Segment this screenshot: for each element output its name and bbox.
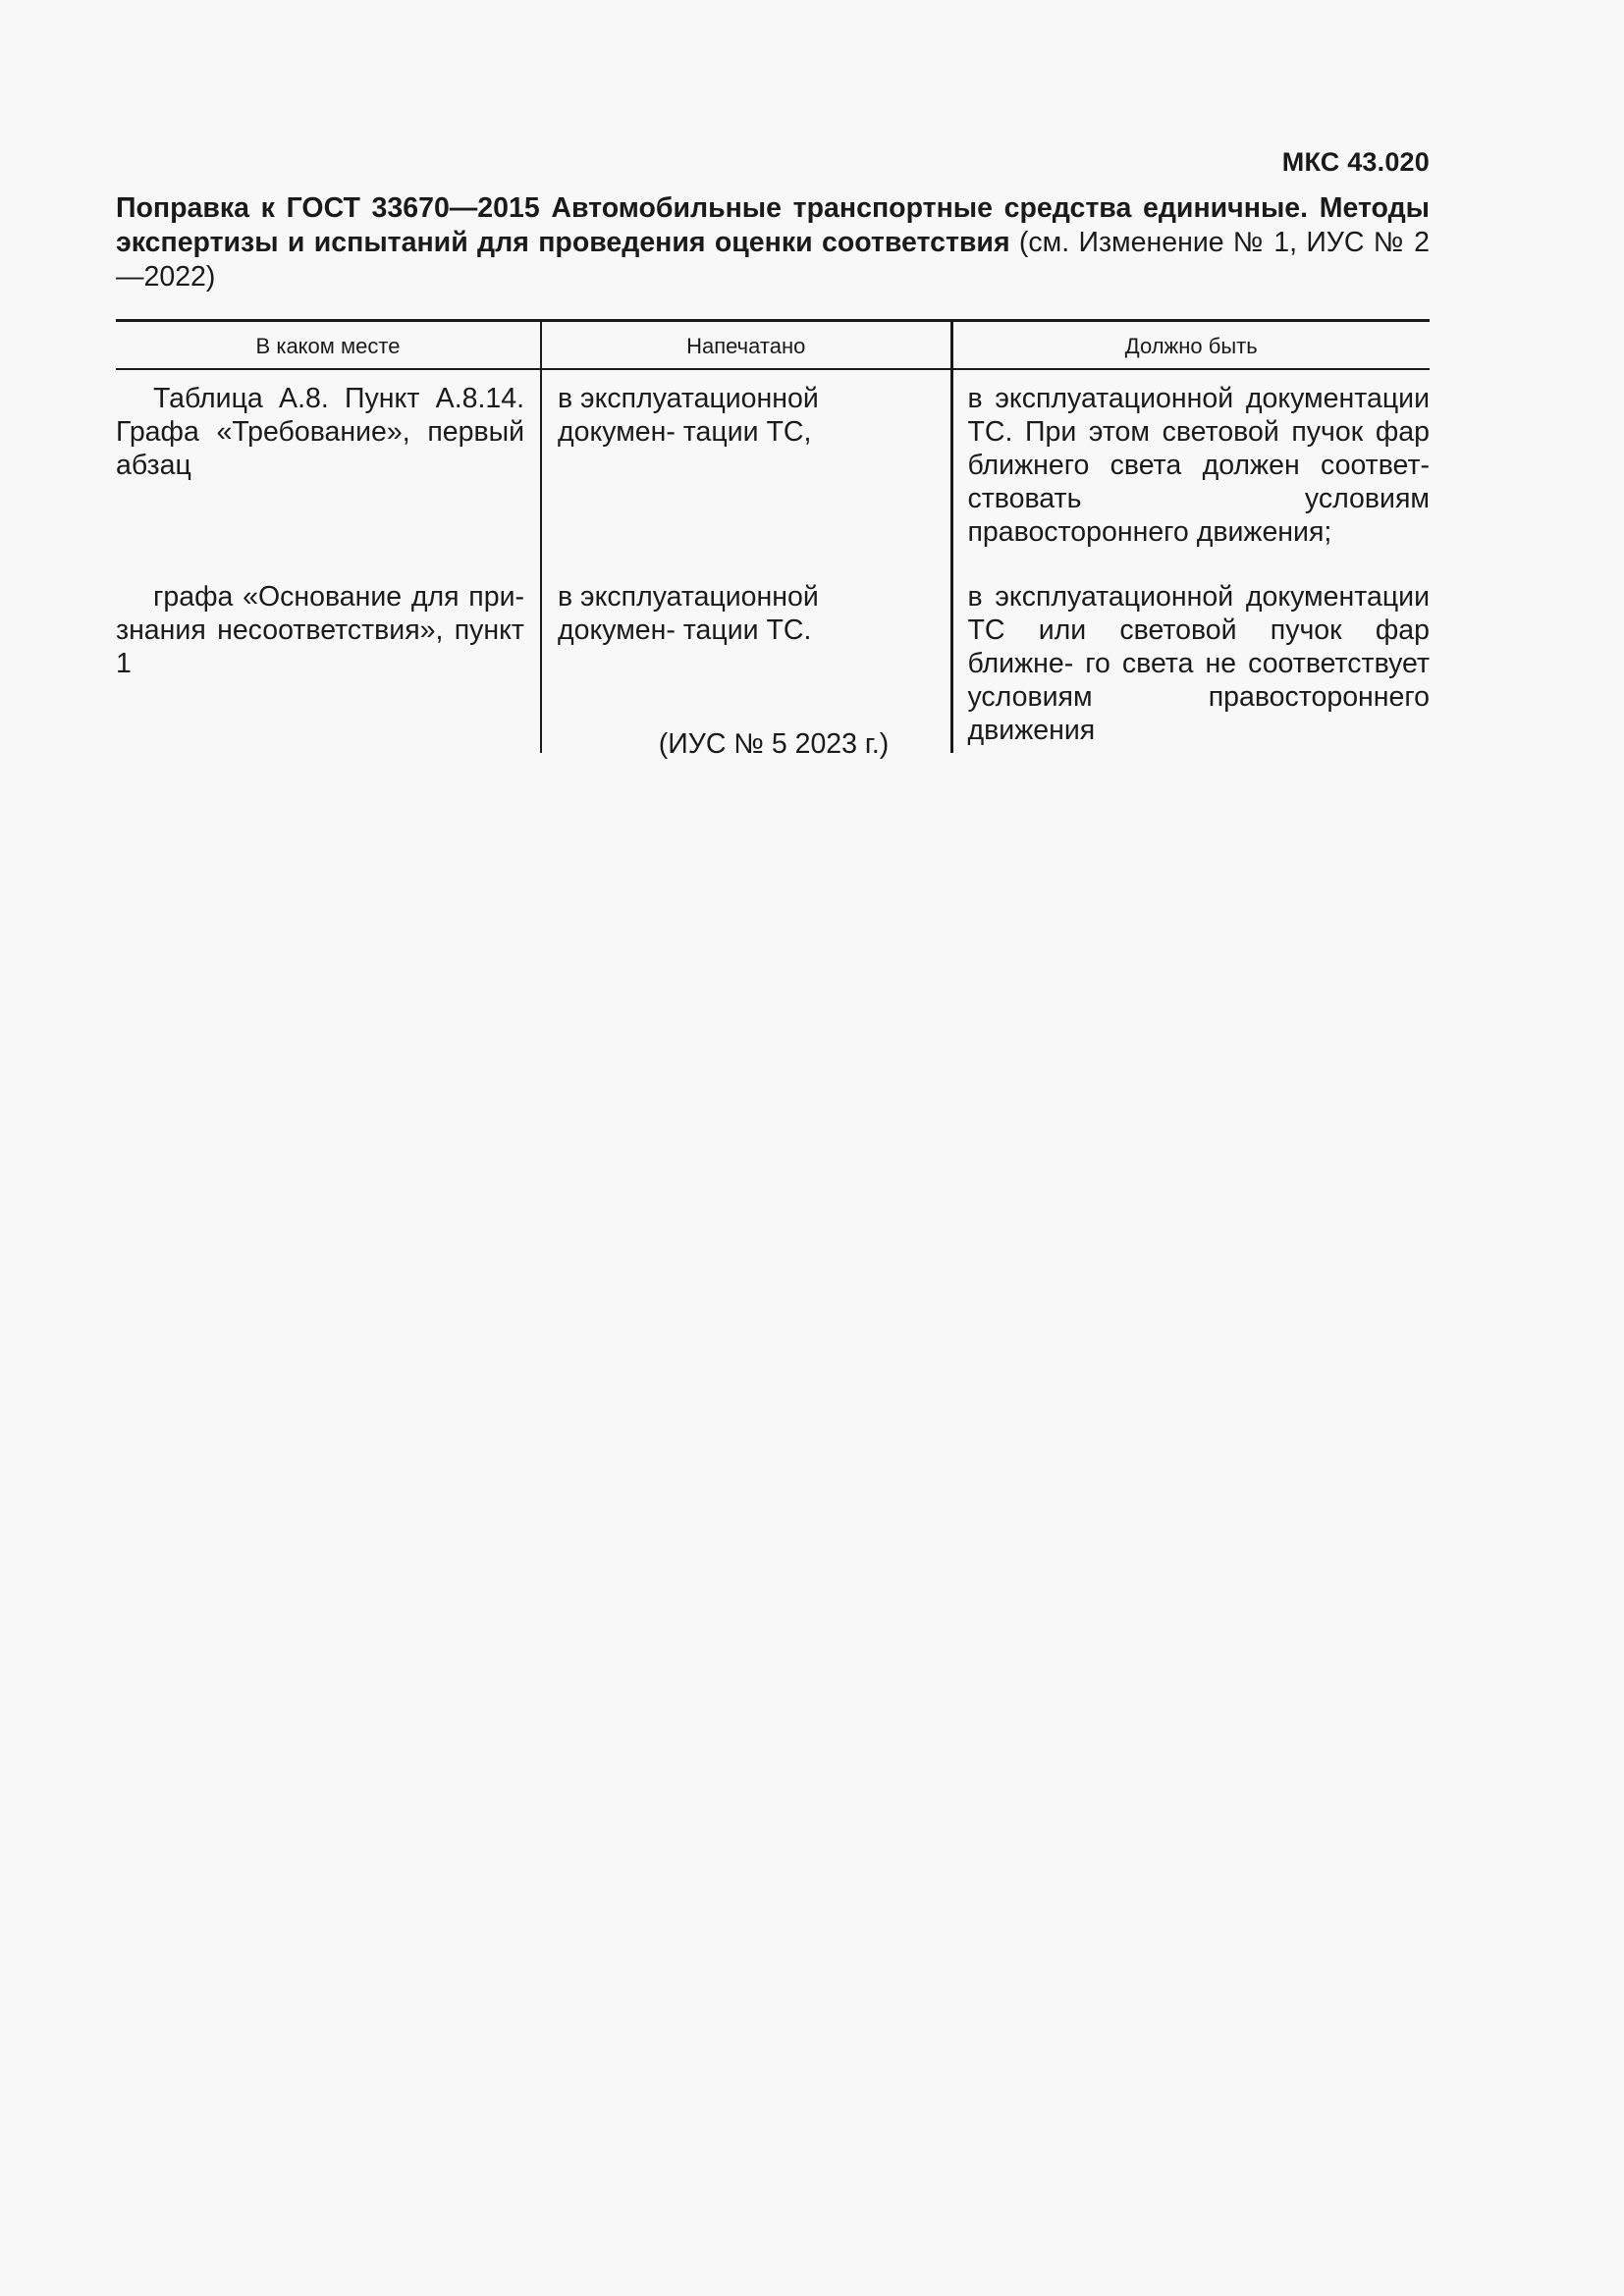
cell-printed: в эксплуатационной докумен- тации ТС,: [541, 369, 951, 568]
document-title: [116, 191, 1430, 294]
cell-printed: в эксплуатационной докумен- тации ТС.: [541, 568, 951, 753]
title-note: (см. Изменение № 1, ИУС № 2—2022): [116, 227, 1430, 293]
correction-table: [116, 319, 1430, 753]
column-header-should-be: Должно быть: [951, 321, 1430, 370]
cell-should-be: в эксплуатационной документации ТС. При этом световой пучок фар ближнего света должен соответ- ствовать условиям правостороннего движения;: [951, 369, 1430, 568]
cell-where: Таблица А.8. Пункт А.8.14. Графа «Требование», первый абзац: [116, 383, 524, 481]
column-header-where: В каком месте: [116, 321, 541, 370]
table-header-row: [116, 321, 1430, 370]
table-row: [116, 568, 1430, 753]
table-row: [116, 369, 1430, 568]
cell-should-be: в эксплуатационной документации ТС или световой пучок фар ближне- го света не соответствует условиям правостороннего движения: [951, 568, 1430, 753]
classifier-code: МКС 43.020: [1281, 147, 1430, 177]
cell-where: графа «Основание для при- знания несоответствия», пункт 1: [116, 581, 524, 679]
issue-reference: (ИУС № 5 2023 г.): [658, 728, 890, 760]
column-header-printed: Напечатано: [541, 321, 951, 370]
title-main: Поправка к ГОСТ 33670—2015 Автомобильные транспортные средства единичные. Методы экспертизы и испытаний для проведения оценки соответствия: [116, 192, 1430, 258]
